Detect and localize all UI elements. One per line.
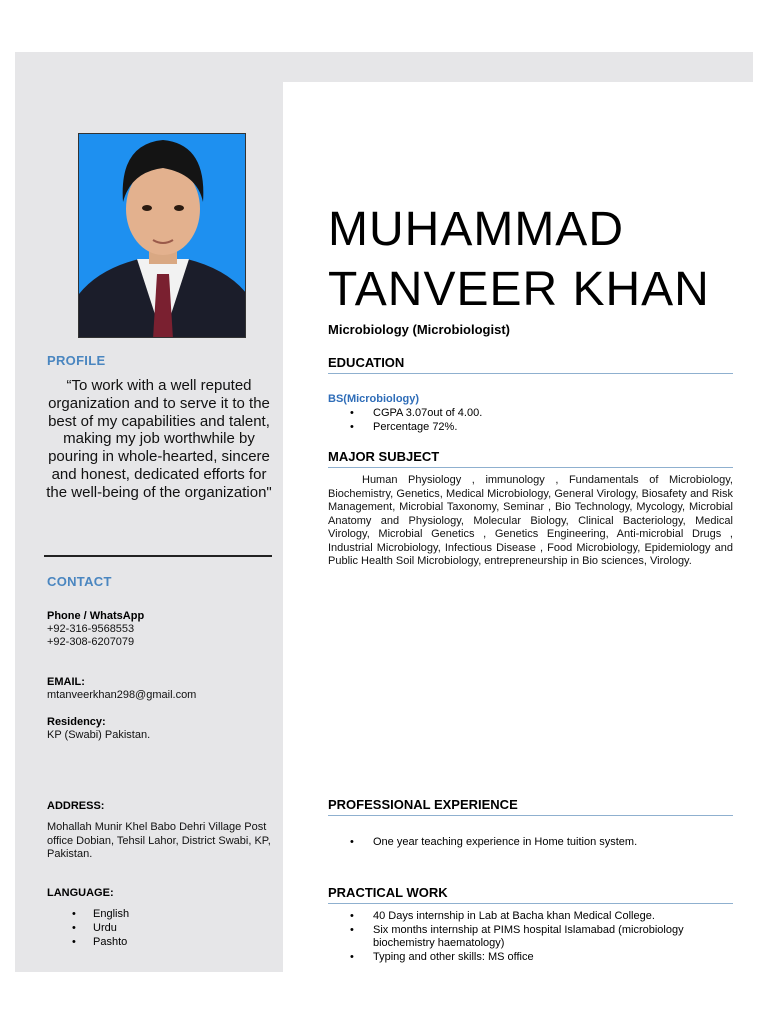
- name-line-2: TANVEER KHAN: [328, 263, 710, 316]
- phone-label: Phone / WhatsApp: [47, 610, 145, 622]
- sidebar-divider: [44, 555, 272, 557]
- list-item: • Percentage 72%.: [328, 421, 733, 435]
- language-item: • Urdu: [47, 921, 129, 935]
- address-value: Mohallah Munir Khel Babo Dehri Village Post office Dobian, Tehsil Lahor, District Swabi, KP, Pakistan.: [47, 821, 271, 860]
- profile-heading: PROFILE: [47, 353, 106, 368]
- list-item: • One year teaching experience in Home tuition system.: [328, 836, 733, 850]
- degree-title: BS(Microbiology): [328, 393, 420, 405]
- job-title: Microbiology (Microbiologist): [328, 322, 510, 337]
- language-label: LANGUAGE:: [47, 887, 114, 899]
- profile-photo: [78, 133, 246, 338]
- language-item: • English: [47, 907, 129, 921]
- header-band: [283, 52, 753, 82]
- phone-1: +92-316-9568553: [47, 623, 135, 635]
- residency-label: Residency:: [47, 716, 106, 728]
- list-item: • CGPA 3.07out of 4.00.: [328, 407, 733, 421]
- practical-work-list: [328, 910, 733, 964]
- major-subject-text: Human Physiology , immunology , Fundamentals of Microbiology, Biochemistry, Genetics, Medical Microbiology, General Virology, Biosafety and Risk Management, Microbial Taxonomy, Seminar , Bio Technology, Mycology, Microbial Anatomy and Physiology, Molecular Biology, Clinical Bacteriology, Medical Virology, Microbial Genetics , Genetics Engineering, Anti-microbial Drugs , Industrial Microbiology, Infectious Disease , Food Microbiology, Epidemiology and Public Health Soil Microbiology, entrepreneurship in Bio sciences, Virology.: [328, 474, 733, 567]
- profile-statement: “To work with a well reputed organization and to serve it to the best of my capabilities and talent, making my job worthwhile by pouring in whole-hearted, sincere and honest, dedicated efforts for the well-being of the organization": [46, 377, 272, 501]
- education-list: [328, 407, 733, 434]
- language-item: • Pashto: [47, 935, 129, 949]
- experience-list: [328, 836, 733, 850]
- practical-work-heading: PRACTICAL WORK: [328, 885, 733, 904]
- education-heading: EDUCATION: [328, 355, 733, 374]
- full-name: [328, 200, 758, 320]
- list-item: • 40 Days internship in Lab at Bacha khan Medical College.: [328, 910, 733, 924]
- residency-value: KP (Swabi) Pakistan.: [47, 729, 151, 741]
- language-list: [47, 907, 129, 949]
- list-item: • Typing and other skills: MS office: [328, 951, 733, 965]
- experience-heading: PROFESSIONAL EXPERIENCE: [328, 797, 733, 816]
- contact-heading: CONTACT: [47, 574, 112, 589]
- address-label: ADDRESS:: [47, 800, 105, 812]
- name-line-1: MUHAMMAD: [328, 203, 624, 256]
- major-subject-heading: MAJOR SUBJECT: [328, 449, 733, 468]
- list-item: • Six months internship at PIMS hospital Islamabad (microbiology biochemistry haematology): [328, 924, 733, 951]
- email-label: EMAIL:: [47, 676, 85, 688]
- email-value: mtanveerkhan298@gmail.com: [47, 689, 197, 701]
- phone-2: +92-308-6207079: [47, 636, 135, 648]
